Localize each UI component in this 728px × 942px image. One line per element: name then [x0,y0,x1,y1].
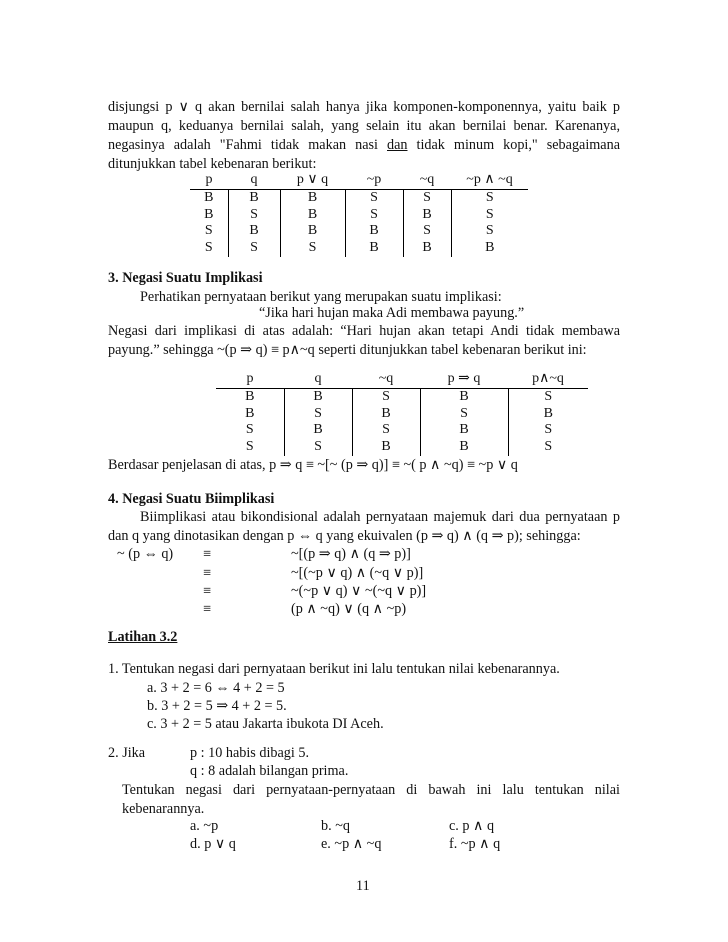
section-4-line-1: Biimplikasi atau bikondisional adalah pernyataan majemuk dari dua pernyataan p [140,509,620,525]
table1-cell: B [280,189,345,206]
question-2-option-f: f. ~p ∧ q [449,836,501,852]
table1-cell: S [345,207,403,224]
question-2-option-a: a. ~p [190,818,219,834]
question-1-item-a: a. 3 + 2 = 6 ⇔ 4 + 2 = 5 [147,680,285,696]
table2-cell: B [245,405,255,421]
question-2-premise-q: q : 8 adalah bilangan prima. [190,763,349,779]
question-2-line-1: Tentukan negasi dari pernyataan-pernyataan di bawah ini lalu tentukan nilai [122,782,620,798]
table2-header-cell: ~q [352,371,420,388]
section-4-paragraph [108,508,620,546]
equiv-symbol-2: ≡ [203,565,212,581]
equiv-symbol-4: ≡ [203,601,212,617]
table2-row [216,422,588,439]
table2-cell: B [508,406,588,423]
table1-cell: B [280,207,345,224]
intro-line-1: disjungsi p ∨ q akan bernilai salah hanya jika komponen-komponennya, yaitu baik p [108,99,620,115]
table1-cell: B [403,207,451,224]
table2-cell: S [245,422,254,438]
table1-row [190,240,528,257]
question-1-item-c: c. 3 + 2 = 5 atau Jakarta ibukota DI Aceh. [147,716,384,732]
table1-cell: S [204,240,213,256]
table1-cell: S [345,189,403,206]
table2-cell: B [245,388,255,404]
section-3-conclusion: Berdasar penjelasan di atas, p ⇒ q ≡ ~[~ (p ⇒ q)] ≡ ~( p ∧ ~q) ≡ ~p ∨ q [108,457,518,473]
table1-cell: S [451,207,528,224]
table1-cell: S [228,207,280,224]
table2-cell: S [508,422,588,439]
table2-cell: B [284,388,352,405]
table1-cell: S [403,223,451,240]
table2-header-row [216,371,588,388]
section-3-line-1: Perhatikan pernyataan berikut yang merupakan suatu implikasi: [140,289,502,305]
table2-cell: S [352,422,420,439]
table2-cell: S [284,406,352,423]
intro-line-4: ditunjukkan tabel kebenaran berikut: [108,156,317,172]
table2-cell: B [284,422,352,439]
intro-paragraph [108,98,620,174]
section-4-heading: 4. Negasi Suatu Biimplikasi [108,491,275,507]
section-3-paragraph [108,322,620,360]
table1-cell: B [228,189,280,206]
table1-header-cell: q [228,172,280,189]
truth-table-implication [216,371,588,456]
table1-header-cell: p [190,172,228,189]
table1-cell: S [451,223,528,240]
question-2-premise-p: p : 10 habis dibagi 5. [190,745,310,761]
table1-cell: B [228,223,280,240]
section-3-line-2: Negasi dari implikasi di atas adalah: “Hari hujan akan tetapi Andi tidak membawa [108,323,620,339]
table2-cell: S [352,388,420,405]
table1-cell: S [228,240,280,257]
table2-row [216,388,588,405]
truth-table-disjunction [190,172,528,257]
question-2-line-2: kebenarannya. [122,801,205,817]
table1-cell: S [403,189,451,206]
table2-cell: S [508,388,588,405]
table2-cell: B [352,406,420,423]
question-2-option-c: c. p ∧ q [449,818,495,834]
question-2-paragraph [122,781,620,819]
table1-cell: S [204,223,213,239]
table1-cell: B [403,240,451,257]
table2-header-cell: p [216,371,284,388]
table2-row [216,439,588,456]
question-2-option-e: e. ~p ∧ ~q [321,836,382,852]
page-number: 11 [356,878,370,894]
table1-cell: B [451,240,528,257]
table1-header-cell: ~q [403,172,451,189]
intro-line-2: maupun q, keduanya bernilai salah, yang selain itu akan bernilai benar. Karenanya, [108,118,620,134]
table2-cell: B [420,439,508,456]
derivation-step-3: ~(~p ∨ q) ∨ ~(~q ∨ p)] [291,583,427,599]
section-3-heading: 3. Negasi Suatu Implikasi [108,270,263,286]
question-2-option-b: b. ~q [321,818,350,834]
table2-cell: B [420,388,508,405]
table1-header-cell: ~p [345,172,403,189]
section-4-line-2: dan q yang dinotasikan dengan p ⇔ q yang ekuivalen (p ⇒ q) ∧ (q ⇒ p); sehingga: [108,528,581,544]
table2-cell: B [420,422,508,439]
table1-cell: B [204,189,214,205]
table1-header-cell: ~p ∧ ~q [451,172,528,189]
table2-cell: S [284,439,352,456]
table1-cell: S [280,240,345,257]
derivation-step-1: ~[(p ⇒ q) ∧ (q ⇒ p)] [291,546,411,562]
equiv-symbol-1: ≡ [203,546,212,562]
table1-cell: B [204,206,214,222]
equiv-symbol-3: ≡ [203,583,212,599]
table2-row [216,406,588,423]
section-3-quote: “Jika hari hujan maka Adi membawa payung.” [259,305,525,321]
question-1: 1. Tentukan negasi dari pernyataan berikut ini lalu tentukan nilai kebenarannya. [108,661,560,677]
table1-cell: B [280,223,345,240]
derivation-step-4: (p ∧ ~q) ∨ (q ∧ ~p) [291,601,407,617]
table2-header-cell: p∧~q [508,371,588,388]
table1-cell: S [451,189,528,206]
table2-cell: S [420,406,508,423]
intro-line-3: negasinya adalah "Fahmi tidak makan nasi dan tidak minum kopi," sebagaimana [108,137,620,153]
table1-header-cell: p ∨ q [280,172,345,189]
exercise-title: Latihan 3.2 [108,629,178,645]
question-1-item-b: b. 3 + 2 = 5 ⇒ 4 + 2 = 5. [147,698,287,714]
question-2-option-d: d. p ∨ q [190,836,236,852]
underlined-word: dan [387,137,408,153]
table1-row [190,189,528,206]
table2-cell: B [352,439,420,456]
table2-cell: S [508,439,588,456]
table1-row [190,207,528,224]
table1-cell: B [345,223,403,240]
table2-header-cell: p ⇒ q [420,371,508,388]
biimplication-lhs: ~ (p ⇔ q) [117,546,174,562]
question-2-label: 2. Jika [108,745,146,761]
table2-header-cell: q [284,371,352,388]
table1-cell: B [345,240,403,257]
derivation-step-2: ~[(~p ∨ q) ∧ (~q ∨ p)] [291,565,424,581]
section-3-line-3: payung.” sehingga ~(p ⇒ q) ≡ p∧~q seperti ditunjukkan tabel kebenaran berikut ini: [108,342,587,358]
table1-header-row [190,172,528,189]
table2-cell: S [245,439,254,455]
table1-row [190,223,528,240]
